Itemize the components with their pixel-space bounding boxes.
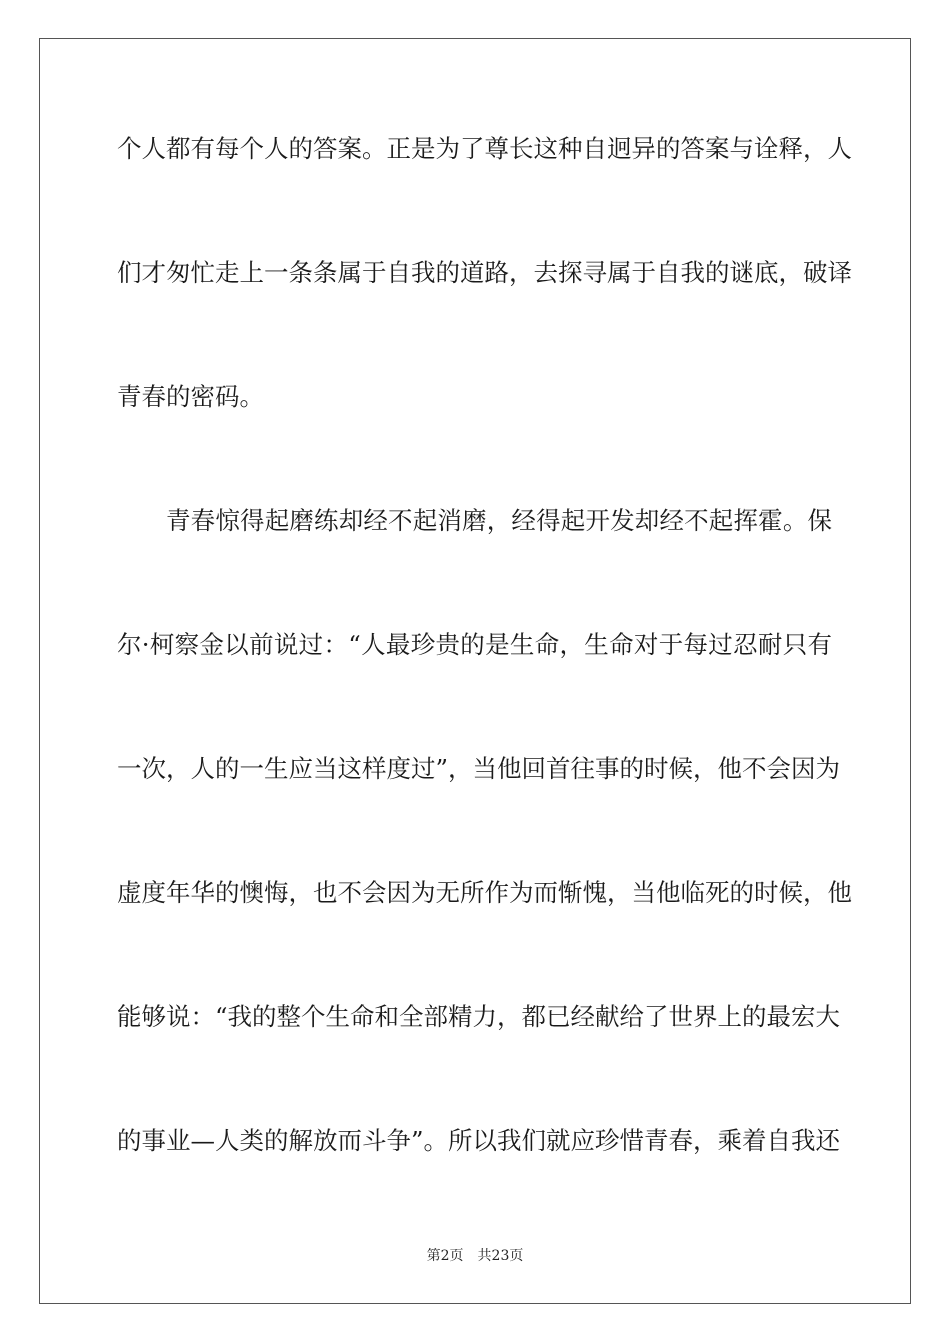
text-line-9: 的事业—人类的解放而斗争”。所以我们就应珍惜青春，乘着自我还 — [117, 1126, 841, 1155]
text-line-6: 一次，人的一生应当这样度过”，当他回首往事的时候，他不会因为 — [117, 754, 841, 783]
text-line-1: 个人都有每个人的答案。正是为了尊长这种自迥异的答案与诠释，人 — [117, 134, 852, 163]
page-footer — [0, 1245, 950, 1265]
text-line-5: 尔·柯察金以前说过：“人最珍贵的是生命，生命对于每过忍耐只有 — [117, 630, 832, 659]
text-line-3: 青春的密码。 — [117, 382, 264, 411]
text-line-8: 能够说：“我的整个生命和全部精力，都已经献给了世界上的最宏大 — [117, 1002, 841, 1031]
document-body — [117, 118, 852, 1234]
text-line-4: 青春惊得起磨练却经不起消磨，经得起开发却经不起挥霍。保 — [166, 506, 832, 535]
text-line-7: 虚度年华的懊悔，也不会因为无所作为而惭愧，当他临死的时候，他 — [117, 878, 852, 907]
page-number: 第2页 — [426, 1248, 464, 1264]
text-line-2: 们才匆忙走上一条条属于自我的道路，去探寻属于自我的谜底，破译 — [117, 258, 852, 287]
page-total: 共23页 — [477, 1248, 524, 1264]
